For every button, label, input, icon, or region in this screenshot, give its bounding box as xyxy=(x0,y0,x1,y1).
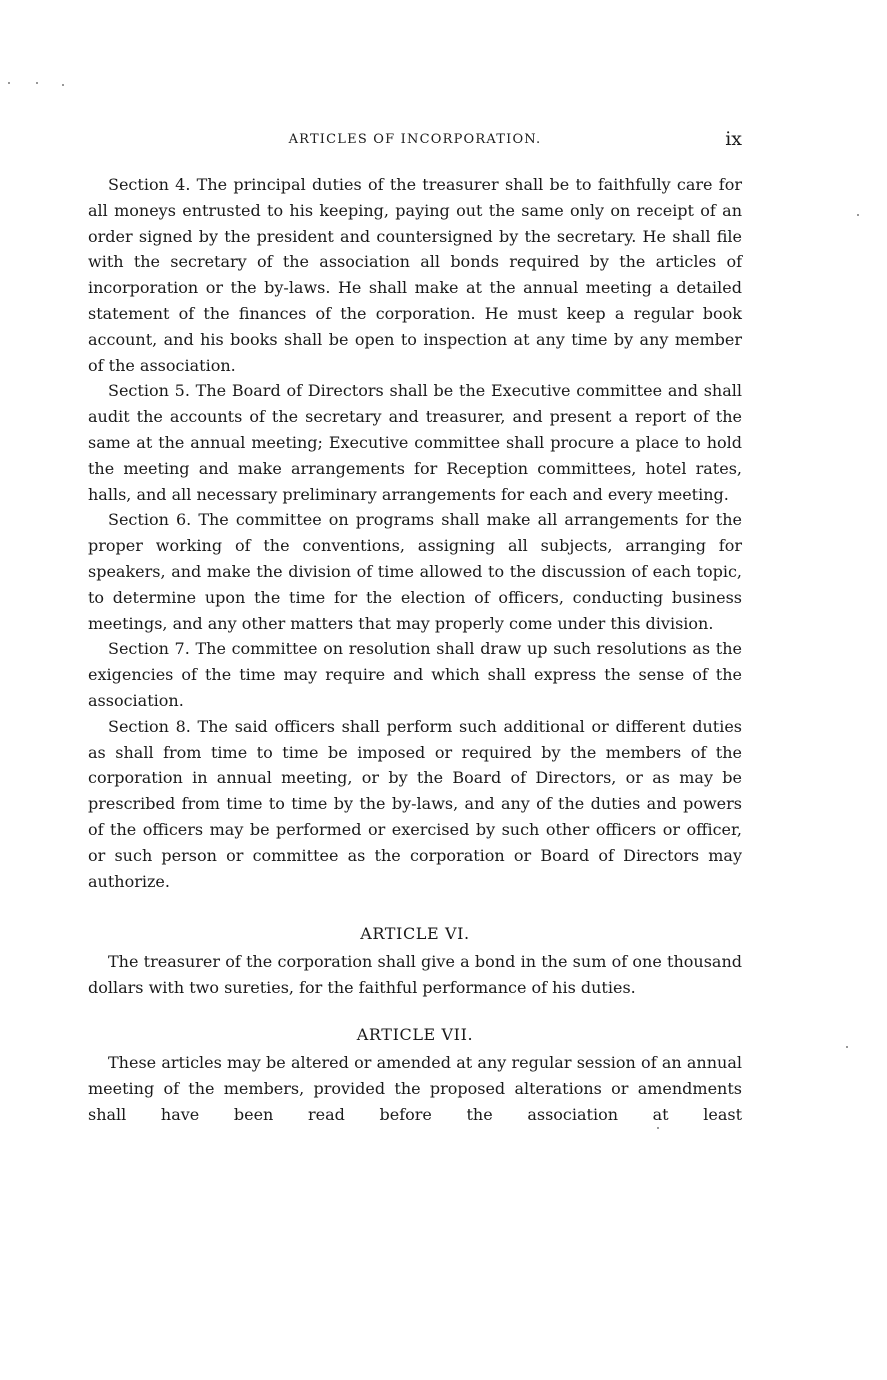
scan-speck xyxy=(846,1046,848,1048)
running-title: ARTICLES OF INCORPORATION. xyxy=(288,132,542,147)
article-vii-heading: ARTICLE VII. xyxy=(356,1024,474,1044)
article-vii-paragraph: These articles may be altered or amended at any regular session of an annual meeting of the members, provided the proposed alterations or amendments shall have been read before the association at least xyxy=(88,1052,742,1124)
page-number: ix xyxy=(725,128,742,150)
article-vi-paragraph: The treasurer of the corporation shall give a bond in the sum of one thousand dollars with two sureties, for the faithful performance of his duties. xyxy=(88,952,742,998)
section-5-paragraph: Section 5. The Board of Directors shall be the Executive committee and shall audit the accounts of the secretary and treasurer, and present a report of the same at the annual meeting; Executive committee shall procure a place to hold the meeting and make arrangements for Reception committees, hotel rates, halls, and all necessary preliminary arrangements for each and every meeting. xyxy=(88,381,742,504)
scan-speck xyxy=(62,84,64,86)
scan-speck xyxy=(36,82,38,84)
scan-speck xyxy=(857,214,859,216)
section-8-paragraph: Section 8. The said officers shall perform such additional or different duties as shall from time to time be imposed or required by the members of the corporation in annual meeting, or by the Board of Directors, or as may be prescribed from time to time by the by-laws, and any of the duties and powers of the officers may be performed or exercised by such other officers or officer, or such person or committee as the corporation or Board of Directors may authorize. xyxy=(88,716,742,891)
article-vi-heading: ARTICLE VI. xyxy=(360,924,470,944)
section-4-paragraph: Section 4. The principal duties of the treasurer shall be to faithfully care for all moneys entrusted to his keeping, paying out the same only on receipt of an order signed by the president and countersigned by the secretary. He shall file with the secretary of the association all bonds required by the articles of incorporation or the by-laws. He shall make at the annual meeting a detailed statement of the finances of the corporation. He must keep a regular book account, and his books shall be open to inspection at any time by any member of the association. xyxy=(88,175,742,375)
section-7-paragraph: Section 7. The committee on resolution shall draw up such resolutions as the exigencies of the time may require and which shall express the sense of the association. xyxy=(88,639,742,710)
section-6-paragraph: Section 6. The committee on programs shall make all arrangements for the proper working of the conventions, assigning all subjects, arranging for speakers, and make the division of time allowed to the discussion of each topic, to determine upon the time for the election of officers, conducting business meetings, and any other matters that may properly come under this division. xyxy=(88,510,742,633)
scan-speck xyxy=(8,82,10,84)
scan-speck xyxy=(657,1127,659,1129)
running-head xyxy=(88,128,742,158)
document-page xyxy=(88,128,742,1127)
